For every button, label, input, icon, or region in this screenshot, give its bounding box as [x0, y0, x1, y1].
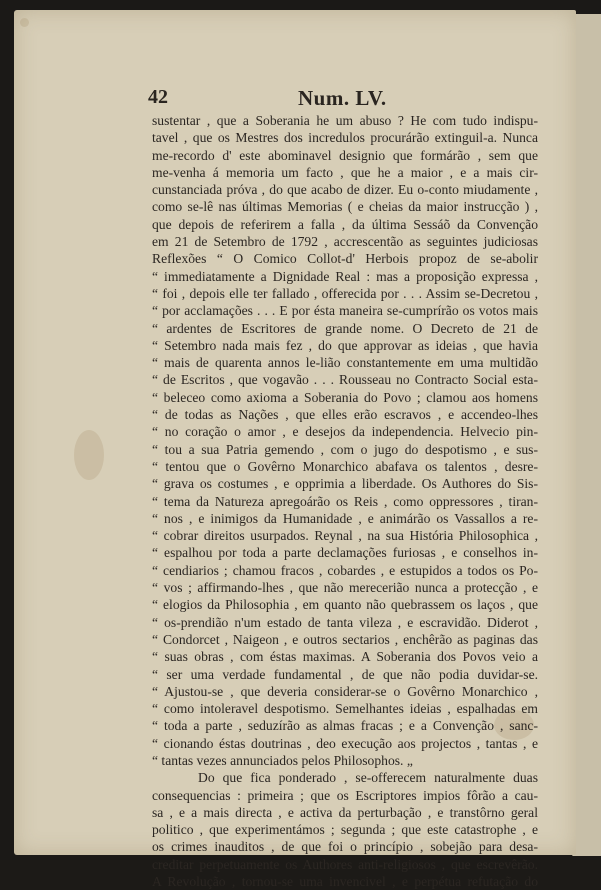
text-line: Do que fica ponderado , se-offerecem naturalmente duas: [198, 770, 538, 786]
text-line: “ ardentes de Escritores de grande nome. O Decreto de 21 de: [152, 320, 538, 336]
page-number: 42: [148, 86, 168, 108]
text-line: tavel , que os Mestres dos incredulos procurárão extinguil-a. Nunca: [152, 130, 538, 146]
text-line: “ cionando éstas doutrinas , deo execução aos projectos , tantas , e: [152, 735, 538, 751]
text-line: “ tantas vezes annunciados pelos Philosophos. „: [152, 752, 413, 768]
text-line: “ cendiarios ; chamou fracos , cobardes , e estupidos a todos os Po-: [152, 562, 538, 578]
text-line: como se-lê nas últimas Memorias ( e cheias da maior instrucção ) ,: [152, 199, 538, 215]
body-text: [152, 112, 538, 890]
paper-stain: [20, 18, 29, 27]
text-line: “ immediatamente a Dignidade Real : mas a proposição expressa ,: [152, 268, 538, 284]
text-line: “ tema da Natureza apregoárão os Reis , como oppressores , tiran-: [152, 493, 538, 509]
text-line: “ foi , depois elle ter fallado , offerecida por . . . Assim se-Decretou ,: [152, 285, 538, 301]
text-line: “ no coração o amor , e desejos da independencia. Helvecio pin-: [152, 424, 538, 440]
text-line: “ Condorcet , Naigeon , e outros sectarios , enchêrão as paginas das: [152, 631, 538, 647]
text-line: A Revolução , tornou-se uma invencivel , e perpétua refutação do: [152, 874, 538, 890]
text-line: “ vos ; affirmando-lhes , que não merecerião nunca a protecção , e: [152, 580, 538, 596]
text-line: “ suas obras , com éstas maximas. A Soberania dos Povos veio a: [152, 649, 538, 665]
text-line: “ como intoleravel despotismo. Semelhantes ideias , espalhadas em: [152, 701, 538, 717]
paper-stain: [74, 430, 104, 480]
text-line: “ mais de quarenta annos le-lião constantemente em uma multidão: [152, 355, 538, 371]
text-line: me-recordo d' este abominavel designio que formárão , sem que: [152, 147, 538, 163]
text-line: “ por acclamações . . . E por ésta maneira se-cumprírão os votos mais: [152, 303, 538, 319]
text-line: “ elogios da Philosophia , em quanto não quebrassem os laços , que: [152, 597, 538, 613]
text-line: cunstanciada próva , do que acabo de dizer. Eu o-conto miudamente ,: [152, 182, 538, 198]
text-line: politico , que experimentámos ; segunda ; que este catastrophe , e: [152, 822, 538, 838]
text-line: Reflexões “ O Comico Collot-d' Herbois propoz de se-abolir: [152, 251, 538, 267]
text-line: sustentar , que a Soberania he um abuso ? He com tudo indispu-: [152, 113, 538, 128]
text-line: em 21 de Setembro de 1792 , accrescentão as seguintes judiciosas: [152, 234, 538, 250]
text-line: “ toda a parte , seduzírão as almas fracas ; e a Convenção , sanc-: [152, 718, 538, 734]
text-line: “ ser uma verdade fundamental , de que não podia duvidar-se.: [152, 666, 538, 682]
text-line: “ espalhou por toda a parte declamações furiosas , e conselhos in-: [152, 545, 538, 561]
text-line: que depois de referirem a falla , da última Sessáõ da Convenção: [152, 216, 538, 232]
text-line: “ nos , e inimigos da Humanidade , e animárão os Vassallos a re-: [152, 510, 538, 526]
text-line: consequencias : primeira ; que os Escriptores impios fôrão a cau-: [152, 787, 538, 803]
text-line: “ Ajustou-se , que deveria considerar-se o Govêrno Monarchico ,: [152, 683, 538, 699]
next-page-edge: [572, 14, 601, 856]
text-line: os crimes inauditos , de que foi o princípio , sobejão para desa-: [152, 839, 538, 855]
text-line: “ os-prendião n'um estado de tanta vileza , e escravidão. Diderot ,: [152, 614, 538, 630]
text-line: “ beleceo como axioma a Soberania do Povo ; clamou aos homens: [152, 389, 538, 405]
text-line: “ tentou que o Govêrno Monarchico abafava os talentos , desre-: [152, 458, 538, 474]
text-line: creditar perpetuamente os Authores anti-religiosos , que escrevêrão.: [152, 856, 538, 872]
text-line: me-venha á memoria um facto , que he a maior , e a mais cir-: [152, 164, 538, 180]
issue-title: Num. LV.: [298, 86, 387, 110]
text-line: sa , e a mais directa , e activa da perturbação , e transtôrno geral: [152, 804, 538, 820]
text-line: “ cobrar direitos usurpados. Reynal , na sua História Philosophica ,: [152, 528, 538, 544]
text-line: “ grava os costumes , e opprimia a liberdade. Os Authores do Sis-: [152, 476, 538, 492]
text-line: “ Setembro nada mais fez , do que approvar as ideias , que havia: [152, 337, 538, 353]
running-head: [0, 86, 601, 110]
text-line: “ tou a sua Patria gemendo , com o jugo do despotismo , e sus-: [152, 441, 538, 457]
text-line: “ de Escritos , que vogavão . . . Rousseau no Contracto Social esta-: [152, 372, 538, 388]
text-line: “ de todas as Nações , que elles erão escravos , e accendeo-lhes: [152, 407, 538, 423]
